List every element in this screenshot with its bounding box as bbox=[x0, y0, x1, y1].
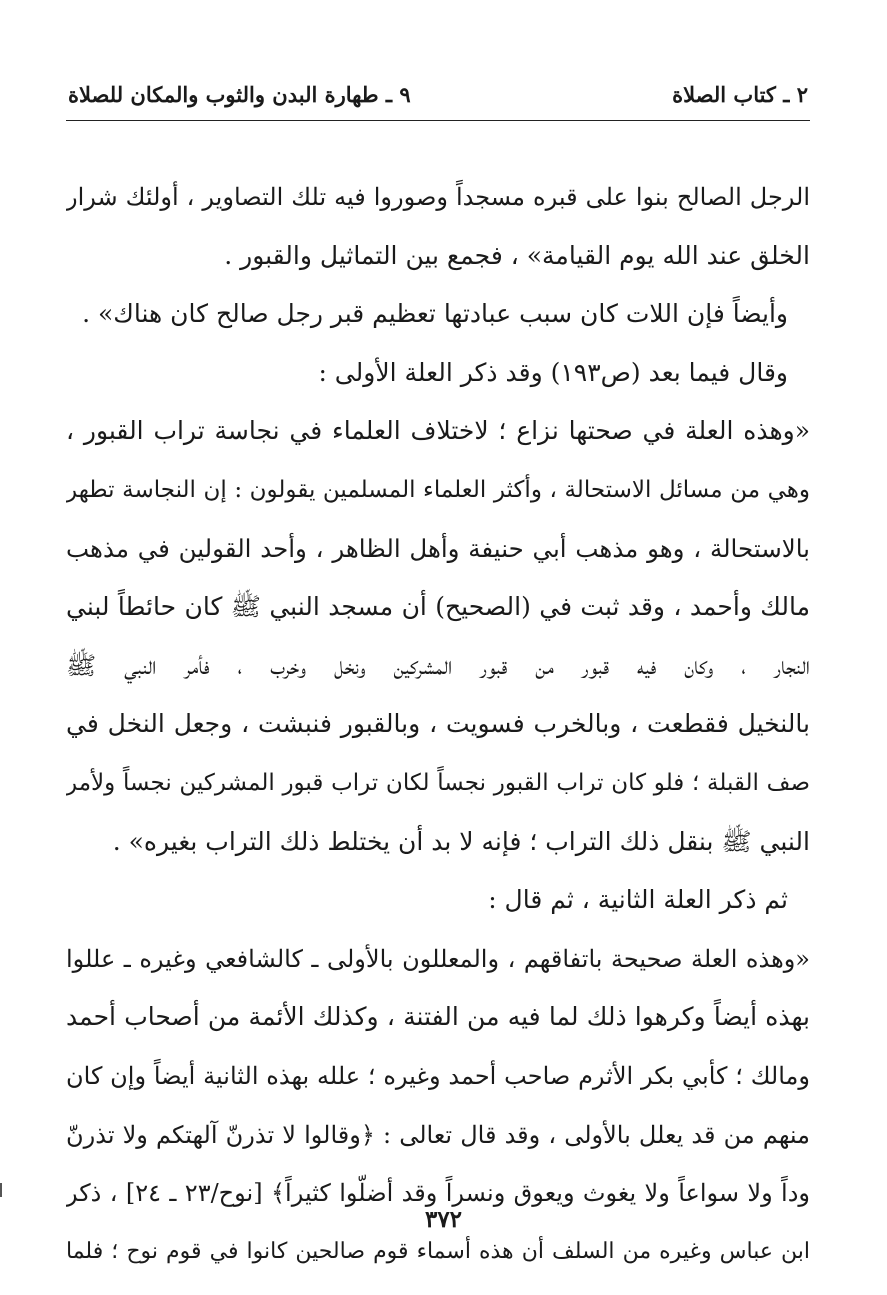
text-line: ومالك ؛ كأبي بكر الأثرم صاحب أحمد وغيره ؛ علله بهذه الثانية أيضاً وإن كان bbox=[66, 1061, 810, 1090]
text-line: «وهذه العلة صحيحة باتفاقهم ، والمعللون بالأولى ـ كالشافعي وغيره ـ عللوا bbox=[66, 944, 810, 973]
scan-edge-mark bbox=[0, 1183, 2, 1197]
text-line: بالنخيل فقطعت ، وبالخرب فسويت ، وبالقبور فنبشت ، وجعل النخل في bbox=[66, 709, 810, 739]
text-line: «وهذه العلة في صحتها نزاع ؛ لاختلاف العلماء في نجاسة تراب القبور ، bbox=[66, 416, 810, 446]
text-line: وأيضاً فإن اللات كان سبب عبادتها تعظيم قبر رجل صالح كان هناك» . bbox=[82, 299, 788, 329]
text-line: الرجل الصالح بنوا على قبره مسجداً وصوروا فيه تلك التصاوير ، أولئك شرار bbox=[66, 183, 810, 211]
text-line: ابن عباس وغيره من السلف أن هذه أسماء قوم صالحين كانوا في قوم نوح ؛ فلما bbox=[66, 1238, 810, 1264]
header-chapter-title: ٩ ـ طهارة البدن والثوب والمكان للصلاة bbox=[68, 81, 411, 107]
text-line: الخلق عند الله يوم القيامة» ، فجمع بين التماثيل والقبور . bbox=[224, 240, 810, 270]
text-line: وداً ولا سواعاً ولا يغوث ويعوق ونسراً وقد أضلّوا كثيراً﴾ [نوح/٢٣ ـ ٢٤] ، ذكر bbox=[66, 1179, 810, 1208]
text-line: وقال فيما بعد (ص١٩٣) وقد ذكر العلة الأولى : bbox=[318, 357, 788, 387]
header-book-title: ٢ ـ كتاب الصلاة bbox=[672, 81, 808, 107]
text-line: منهم من قد يعلل بالأولى ، وقد قال تعالى : ﴿وقالوا لا تذرنّ آلهتكم ولا تذرنّ bbox=[66, 1120, 810, 1149]
text-line: بهذه أيضاً وكرهوا ذلك لما فيه من الفتنة ، وكذلك الأئمة من أصحاب أحمد bbox=[66, 1002, 810, 1032]
text-line: النبي ﷺ بنقل ذلك التراب ؛ فإنه لا بد أن يختلط ذلك التراب بغيره» . bbox=[112, 826, 810, 856]
running-header bbox=[68, 74, 808, 114]
text-line: وهي من مسائل الاستحالة ، وأكثر العلماء المسلمين يقولون : إن النجاسة تطهر bbox=[66, 476, 810, 503]
text-line: صف القبلة ؛ فلو كان تراب القبور نجساً لكان تراب قبور المشركين نجساً ولأمر bbox=[66, 769, 810, 796]
text-line: بالاستحالة ، وهو مذهب أبي حنيفة وأهل الظاهر ، وأحد القولين في مذهب bbox=[66, 533, 810, 563]
page-body bbox=[66, 168, 810, 1281]
page-number: ٣٧٢ bbox=[424, 1206, 463, 1233]
text-line: النجار ، وكان فيه قبور من قبور المشركين ونخل وخرب ، فأمر النبي ﷺ bbox=[66, 650, 810, 680]
text-line: مالك وأحمد ، وقد ثبت في (الصحيح) أن مسجد النبي ﷺ كان حائطاً لبني bbox=[66, 592, 810, 622]
header-divider bbox=[66, 120, 810, 121]
text-line: ثم ذكر العلة الثانية ، ثم قال : bbox=[488, 885, 788, 915]
